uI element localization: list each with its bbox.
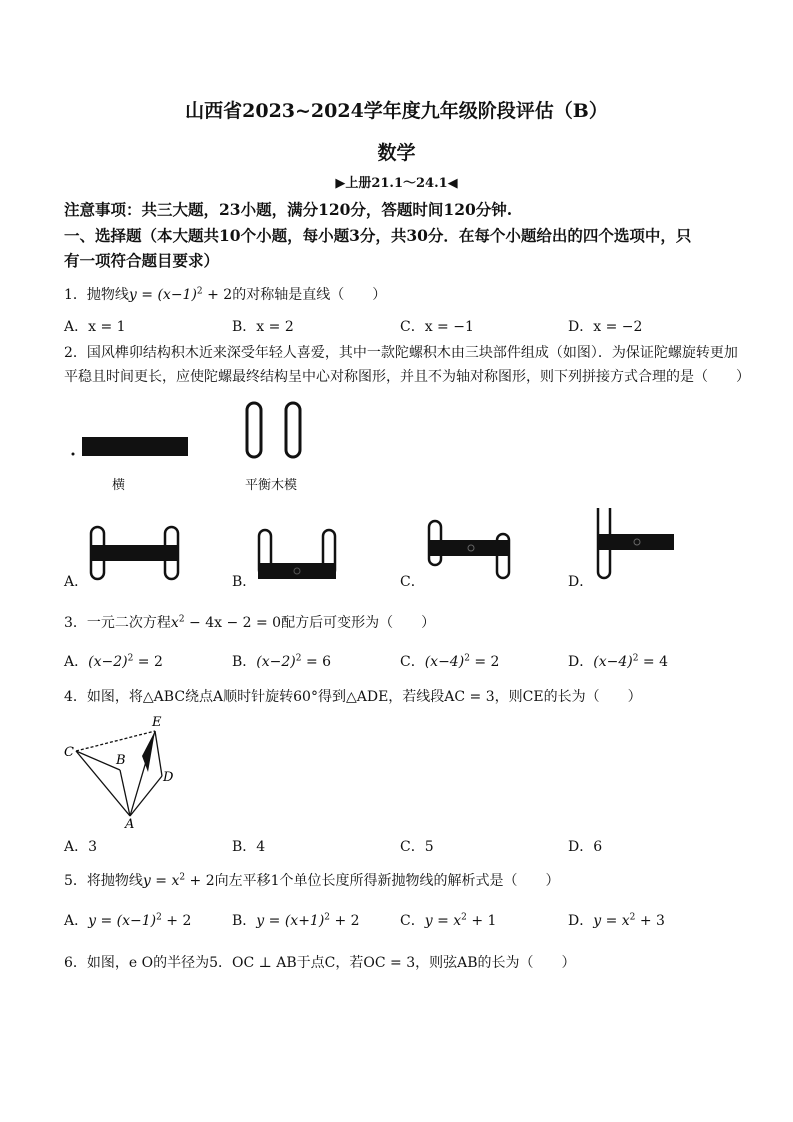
rod-left: [247, 403, 261, 457]
segment-ce: [76, 731, 155, 751]
shaded-edge: [142, 731, 155, 772]
segment-cb: [76, 751, 120, 770]
q1-option-d: D．x = −2: [568, 319, 643, 335]
section1-line1: 一、选择题（本大题共10个小题，每小题3分，共30分．在每个小题给出的四个选项中，只: [64, 226, 692, 245]
subject-title: 数学: [377, 142, 416, 164]
dot-mark: [72, 453, 75, 456]
q4-stem: 4．如图，将△ABC绕点A顺时针旋转60°得到△ADE，若线段AC = 3，则CE的长为（ ）: [64, 689, 642, 705]
q3-option-b: B．$(x-2)^2 = 6$: [232, 653, 332, 670]
q1-stem: 1．抛物线$y = (x-1)^2 + 2$的对称轴是直线（ ）: [64, 286, 387, 303]
point-a-label: A: [125, 817, 135, 830]
q4-triangle-figure: [60, 712, 190, 830]
label-bar: 横: [112, 478, 126, 493]
q3-option-c: C．$(x-4)^2 = 2$: [400, 653, 500, 670]
q2-stem-line2: 平稳且时间更长，应使陀螺最终结构呈中心对称图形，并且不为轴对称图形，则下列拼接方式合理的是（ ）: [64, 369, 750, 385]
q5-option-b: B．$y = (x+1)^2 + 2$: [232, 912, 360, 929]
q2-option-c-figure: [424, 518, 516, 582]
bar-part: [82, 437, 188, 456]
q1-option-b: B．x = 2: [232, 319, 294, 335]
q5-option-a: A．$y = (x-1)^2 + 2$: [64, 912, 192, 929]
segment-ed: [155, 731, 162, 776]
q2-option-d-figure: [592, 506, 677, 584]
label-rods: 平衡木模: [245, 478, 298, 493]
q2-option-b: B．: [232, 574, 257, 590]
q2-option-d: D．: [568, 574, 594, 590]
q2-parts-figure: [60, 395, 380, 505]
q5-option-d: D．$y = x^2 + 3$: [568, 912, 665, 929]
q3-option-a: A．$(x-2)^2 = 2$: [64, 653, 163, 670]
q2-option-a-figure: [88, 522, 183, 584]
point-b-label: B: [116, 753, 126, 768]
q4-option-b: B．4: [232, 839, 266, 855]
point-d-label: D: [163, 770, 174, 785]
q6-stem: 6．如图，e O的半径为5．OC ⊥ AB于点C，若OC = 3，则弦AB的长为（ ）: [64, 955, 576, 971]
q3-stem: 3．一元二次方程$x^2 - 4x - 2 = 0$配方后可变形为（ ）: [64, 614, 436, 631]
q2-stem-line1: 2．国风榫卯结构积木近来深受年轻人喜爱，其中一款陀螺积木由三块部件组成（如图）．为保证陀螺旋转更加: [64, 345, 738, 361]
q5-option-c: C．$y = x^2 + 1$: [400, 912, 497, 929]
q1-option-c: C．x = −1: [400, 319, 474, 335]
q5-stem: 5．将抛物线$y = x^2 + 2$向左平移1个单位长度所得新抛物线的解析式是（ ）: [64, 872, 560, 889]
section1-line2: 有一项符合题目要求）: [64, 251, 220, 270]
point-c-label: C: [64, 745, 74, 760]
q2-option-c: C．: [400, 574, 425, 590]
q4-option-a: A．3: [64, 839, 98, 855]
range-label: ▶上册21.1～24.1◀: [335, 176, 458, 191]
q3-option-d: D．$(x-4)^2 = 4$: [568, 653, 668, 670]
notice: 注意事项：共三大题，23小题，满分120分，答题时间120分钟.: [64, 200, 513, 219]
segment-da: [130, 776, 162, 816]
point-e-label: E: [152, 715, 162, 730]
q4-option-c: C．5: [400, 839, 434, 855]
q2-option-a: A．: [64, 574, 89, 590]
exam-title: 山西省2023~2024学年度九年级阶段评估（B）: [185, 100, 608, 122]
rod-right: [286, 403, 300, 457]
q2-option-b-figure: [256, 527, 341, 583]
q1-option-a: A．x = 1: [64, 319, 126, 335]
q4-option-d: D．6: [568, 839, 603, 855]
